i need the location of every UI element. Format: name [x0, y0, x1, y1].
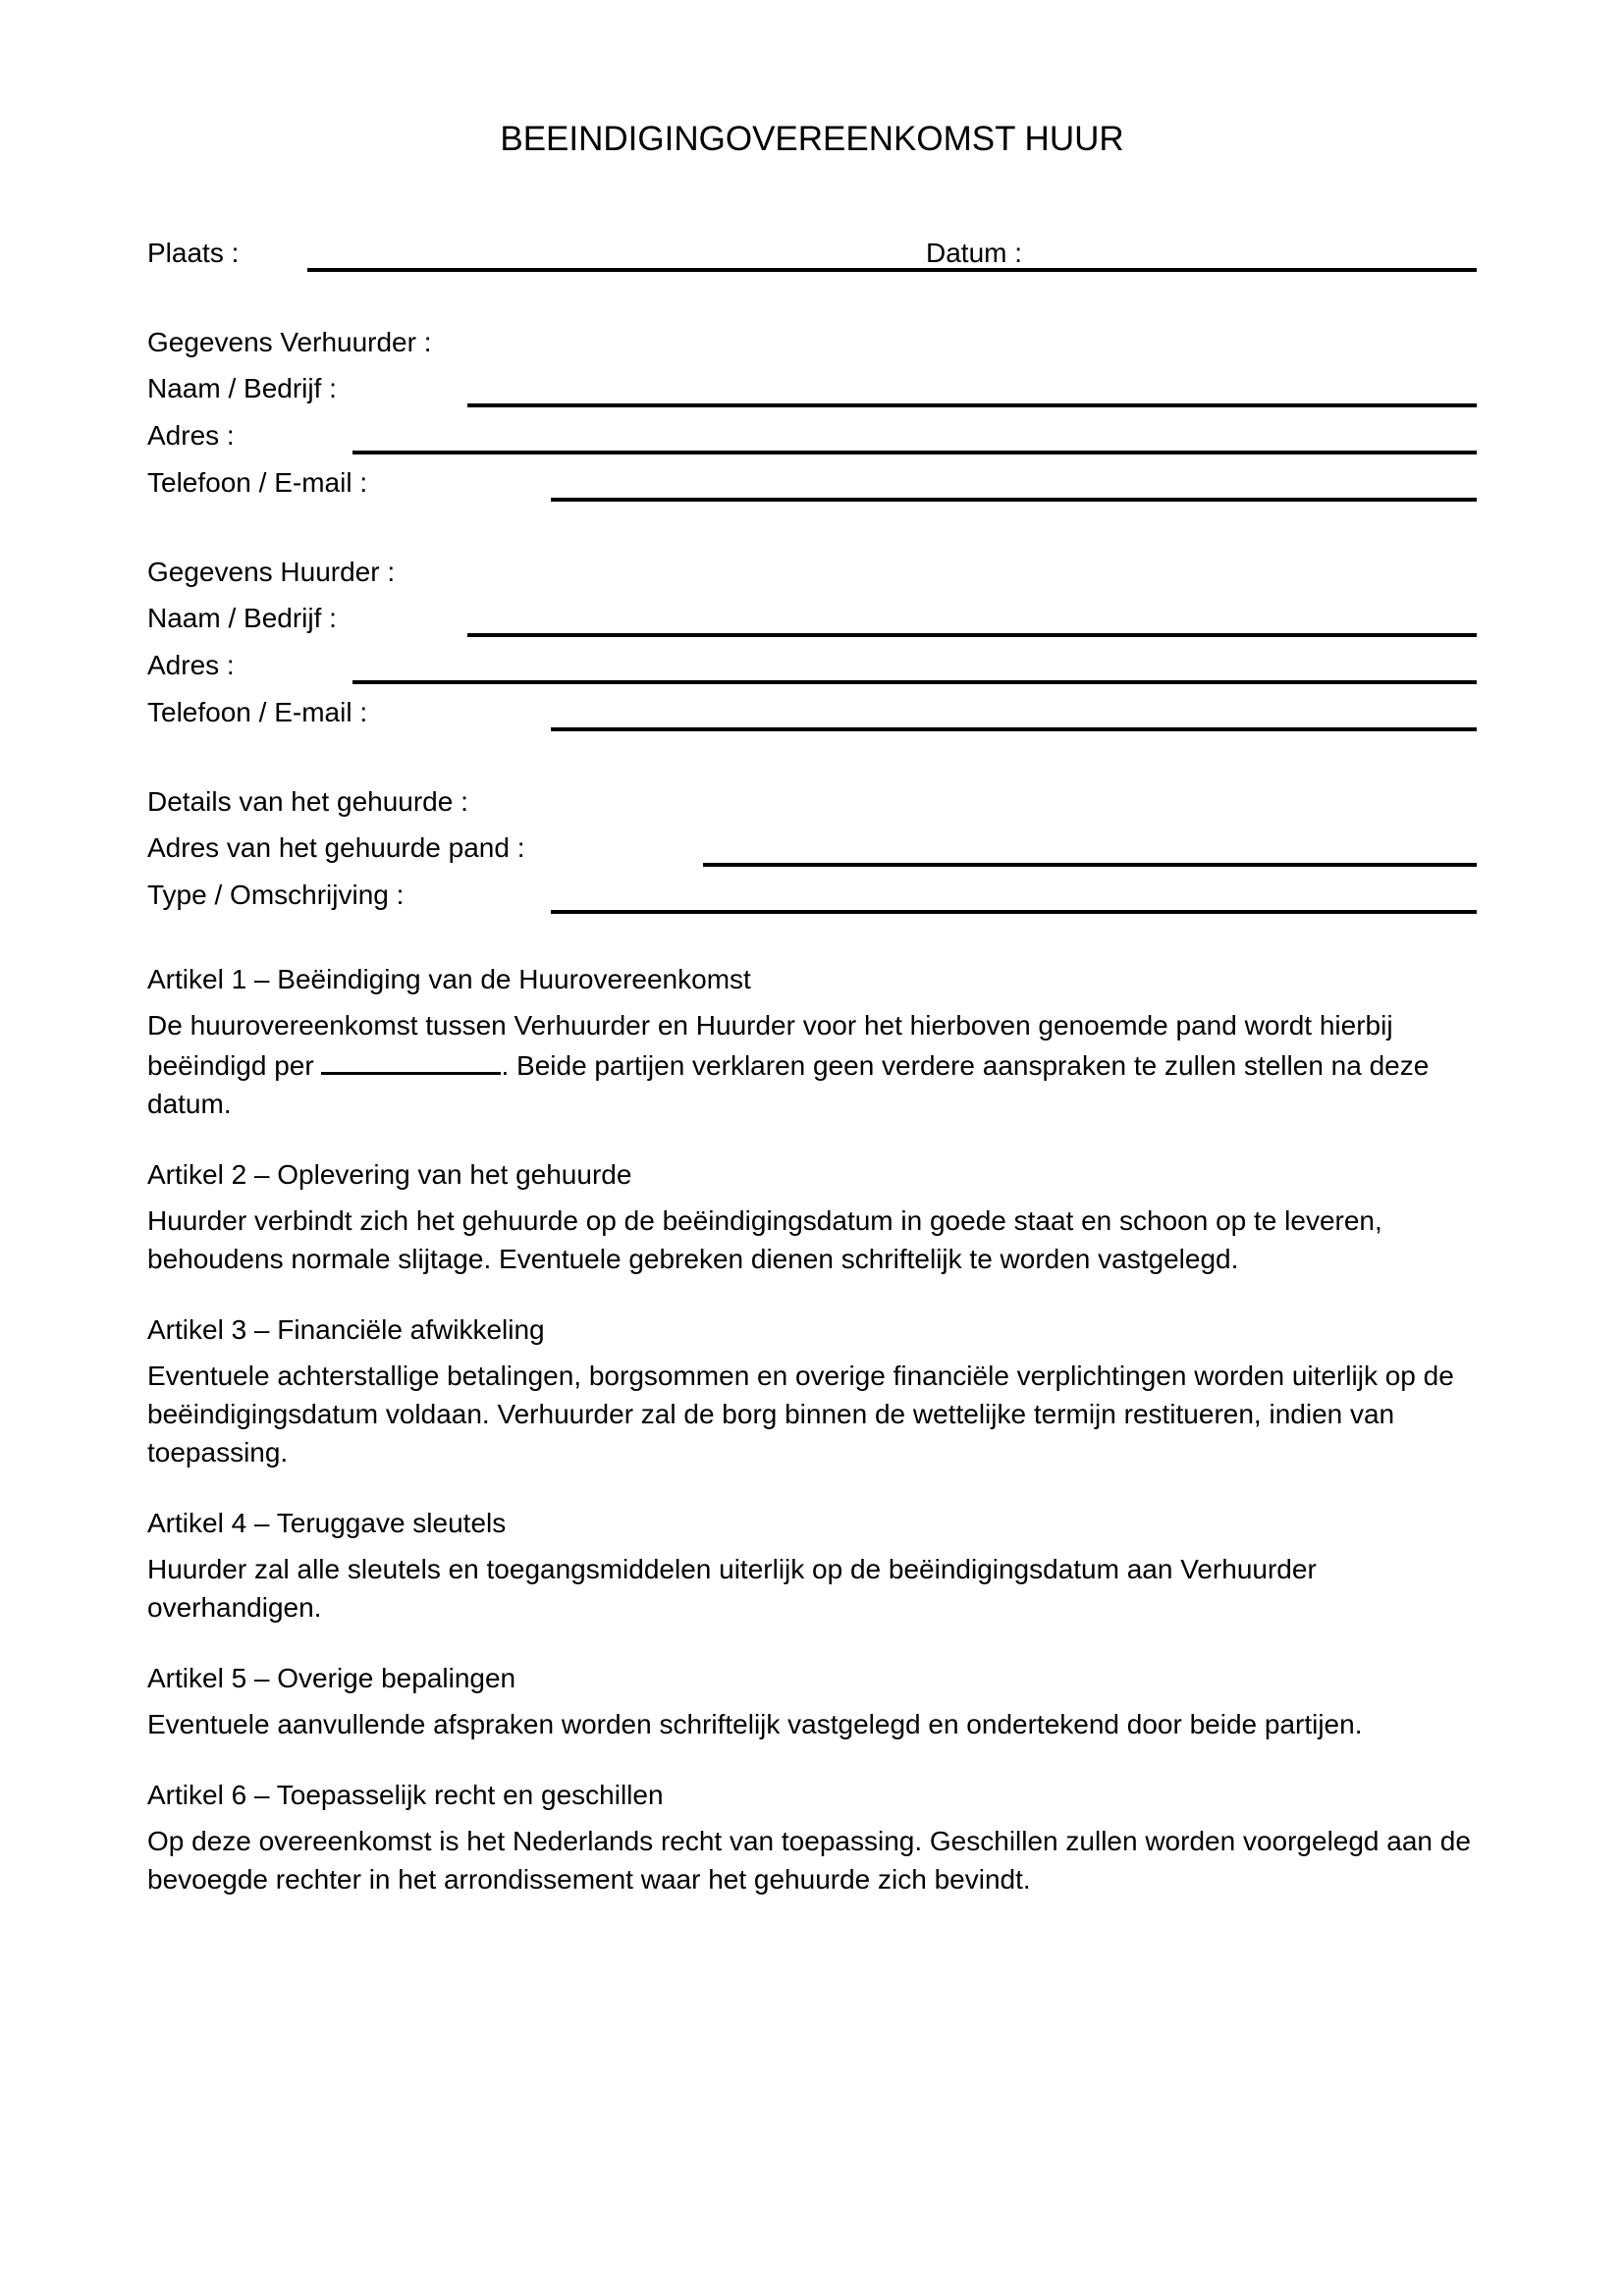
field-fill-line	[352, 680, 1477, 684]
form-field-row	[147, 463, 1477, 502]
plaats-label: Plaats :	[147, 238, 240, 268]
article-heading: Artikel 3 – Financiële afwikkeling	[147, 1314, 545, 1345]
form-field-row	[147, 693, 1477, 731]
articles	[147, 960, 1477, 1898]
article-body: Eventuele aanvullende afspraken worden schriftelijk vastgelegd en ondertekend door beide partijen.	[147, 1709, 1363, 1739]
article-body: Op deze overeenkomst is het Nederlands recht van toepassing. Geschillen zullen worden voorgelegd aan de bevoegde rechter in het arrondissement waar het gehuurde zich bevindt.	[147, 1826, 1471, 1895]
field-fill-line	[551, 727, 1477, 731]
field-label: Naam / Bedrijf :	[147, 373, 337, 403]
form-field-row	[147, 369, 1477, 407]
section-verhuurder	[147, 323, 1477, 502]
field-label: Adres :	[147, 420, 235, 451]
section-details-gehuurde	[147, 782, 1477, 914]
form-field-row	[147, 876, 1477, 914]
article-body-text: De huurovereenkomst tussen Verhuurder en Huurder voor het hierboven genoemde pand wordt hierbij beëindigd per	[147, 1010, 1393, 1081]
article-6	[147, 1776, 1477, 1898]
article-heading: Artikel 2 – Oplevering van het gehuurde	[147, 1159, 632, 1190]
article-heading: Artikel 1 – Beëindiging van de Huurovereenkomst	[147, 964, 751, 994]
field-label: Telefoon / E-mail :	[147, 467, 368, 498]
field-fill-line	[467, 403, 1477, 407]
section-title: Details van het gehuurde :	[147, 786, 468, 817]
article-body-text: . Beide partijen verklaren geen verdere aanspraken te zullen stellen na deze datum.	[147, 1050, 1430, 1119]
field-label: Adres :	[147, 650, 235, 680]
form-field-row	[147, 416, 1477, 454]
field-label: Adres van het gehuurde pand :	[147, 832, 525, 863]
form-field-row	[147, 599, 1477, 637]
section-title: Gegevens Huurder :	[147, 557, 396, 587]
plaats-datum-row	[147, 234, 1477, 272]
field-label: Naam / Bedrijf :	[147, 603, 337, 633]
article-2	[147, 1155, 1477, 1278]
field-fill-line	[352, 451, 1477, 454]
article-body	[147, 1006, 1477, 1123]
field-fill-line	[551, 498, 1477, 502]
field-fill-line	[551, 910, 1477, 914]
article-body: Huurder verbindt zich het gehuurde op de beëindigingsdatum in goede staat en schoon op te leveren, behoudens normale slijtage. Eventuele gebreken dienen schriftelijk te worden vastgelegd.	[147, 1205, 1382, 1274]
field-fill-line	[703, 863, 1477, 867]
section-title: Gegevens Verhuurder :	[147, 327, 432, 357]
article-body: Eventuele achterstallige betalingen, borgsommen en overige financiële verplichtingen worden uiterlijk op de beëindigingsdatum voldaan. Verhuurder zal de borg binnen de wettelijke termijn restitueren, indien van toepassing.	[147, 1361, 1454, 1468]
field-label: Telefoon / E-mail :	[147, 697, 368, 727]
article-4	[147, 1504, 1477, 1627]
form-field-row	[147, 828, 1477, 867]
article-heading: Artikel 5 – Overige bepalingen	[147, 1663, 516, 1693]
field-fill-line	[467, 633, 1477, 637]
article-5	[147, 1659, 1477, 1743]
form-field-row	[147, 646, 1477, 684]
article-3	[147, 1310, 1477, 1471]
article-body: Huurder zal alle sleutels en toegangsmiddelen uiterlijk op de beëindigingsdatum aan Verhuurder overhandigen.	[147, 1554, 1317, 1623]
article-1	[147, 960, 1477, 1123]
datum-label: Datum :	[926, 238, 1023, 268]
plaats-datum-fill-line	[307, 268, 1477, 272]
article-heading: Artikel 4 – Teruggave sleutels	[147, 1508, 507, 1538]
article-heading: Artikel 6 – Toepasselijk recht en geschillen	[147, 1780, 664, 1810]
field-label: Type / Omschrijving :	[147, 880, 405, 910]
section-huurder	[147, 553, 1477, 731]
fill-in-blank	[321, 1044, 501, 1075]
document-title: BEEINDIGINGOVEREENKOMST HUUR	[500, 120, 1124, 158]
